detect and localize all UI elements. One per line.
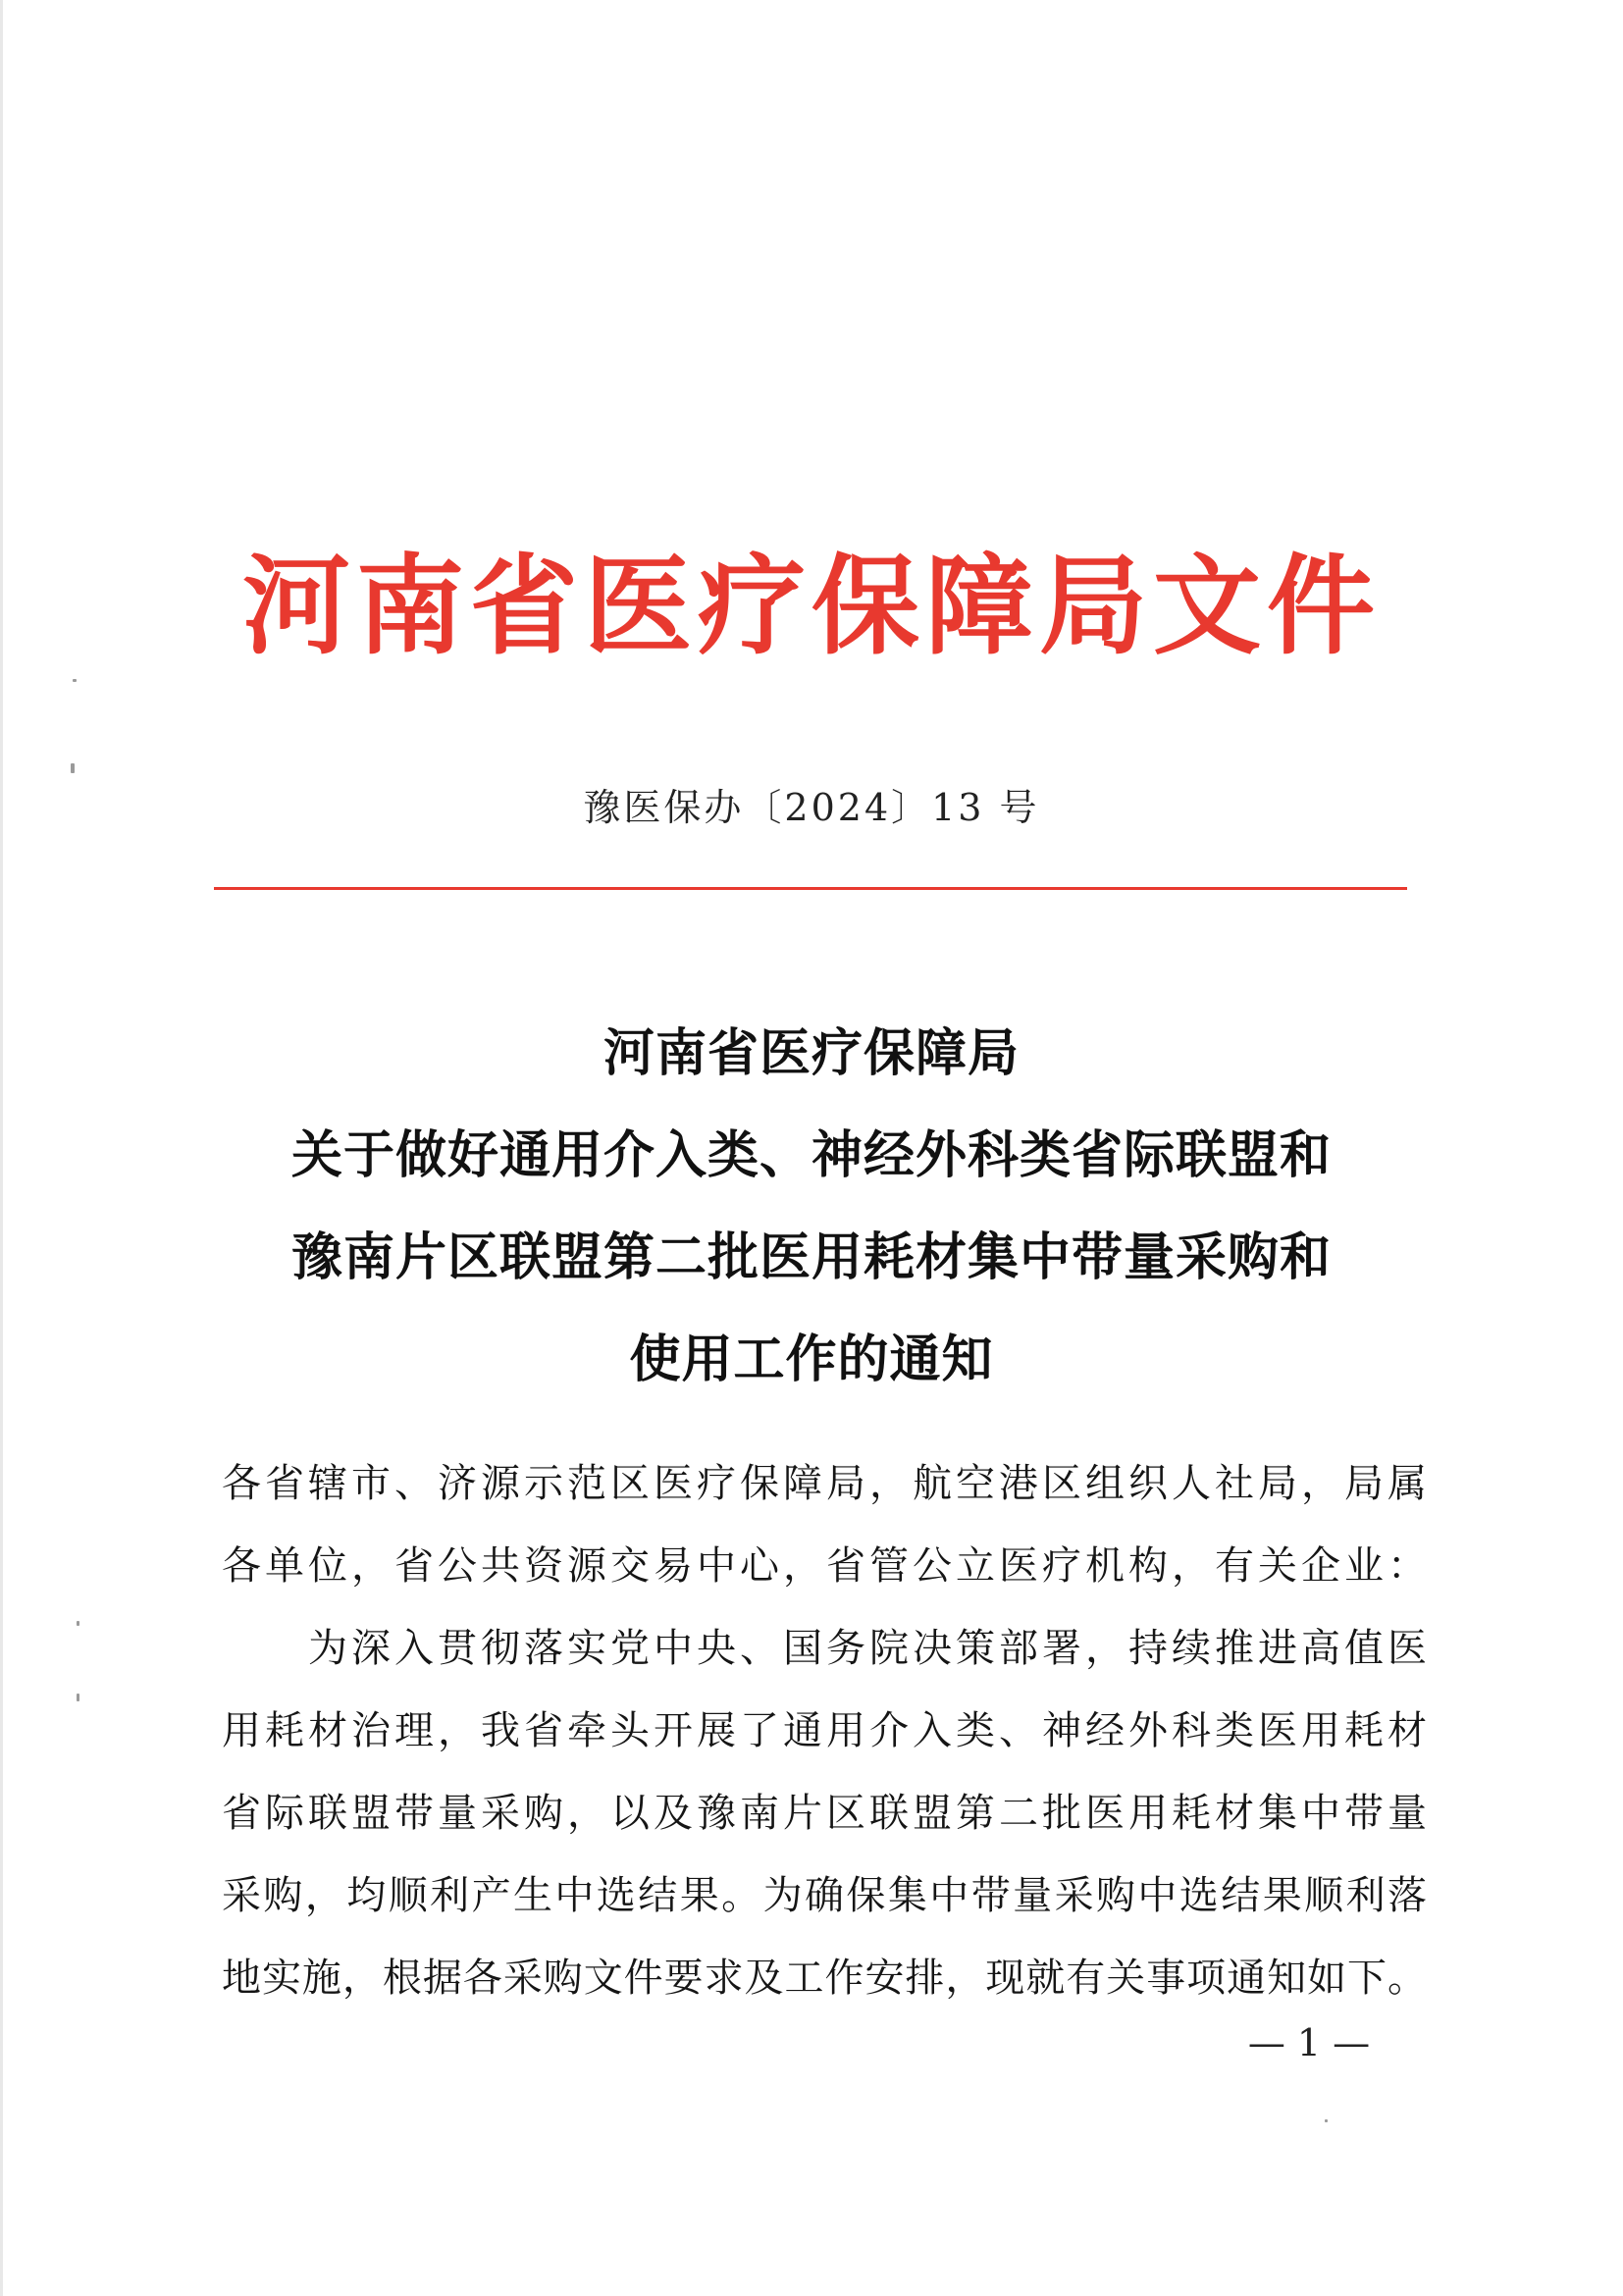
scan-speck [77,1621,79,1626]
red-separator-line [214,887,1407,890]
notice-title [0,1003,1623,1411]
scan-speck [1325,2119,1328,2122]
body-line-paragraph: 地实施，根据各采购文件要求及工作安排，现就有关事项通知如下。 [222,1956,1427,2001]
title-line: 豫南片区联盟第二批医用耗材集中带量采购和 [290,1227,1332,1287]
body-line-paragraph: 采购，均顺利产生中选结果。为确保集中带量采购中选结果顺利落 [222,1873,1427,1918]
masthead-title: 河南省医疗保障局文件 [242,543,1381,669]
body-line-paragraph: 用耗材治理，我省牵头开展了通用介入类、神经外科类医用耗材 [222,1708,1427,1753]
document-number: 豫医保办〔2024〕13 号 [583,786,1040,829]
title-line: 河南省医疗保障局 [602,1023,1020,1083]
body-line-addressees: 各省辖市、济源示范区医疗保障局，航空港区组织人社局，局属 [222,1461,1427,1506]
scan-speck [77,1694,79,1701]
title-line: 使用工作的通知 [629,1330,994,1389]
scan-speck [71,763,75,773]
body-line-paragraph: 为深入贯彻落实党中央、国务院决策部署，持续推进高值医 [222,1626,1427,1671]
body-line-paragraph: 省际联盟带量采购，以及豫南片区联盟第二批医用耗材集中带量 [222,1791,1427,1836]
page-number: — 1 — [1247,2021,1371,2064]
title-line: 关于做好通用介入类、神经外科类省际联盟和 [290,1125,1332,1185]
body-line-addressees: 各单位，省公共资源交易中心，省管公立医疗机构，有关企业： [222,1543,1427,1589]
body-text [222,1442,1427,2019]
scan-speck [73,679,77,682]
